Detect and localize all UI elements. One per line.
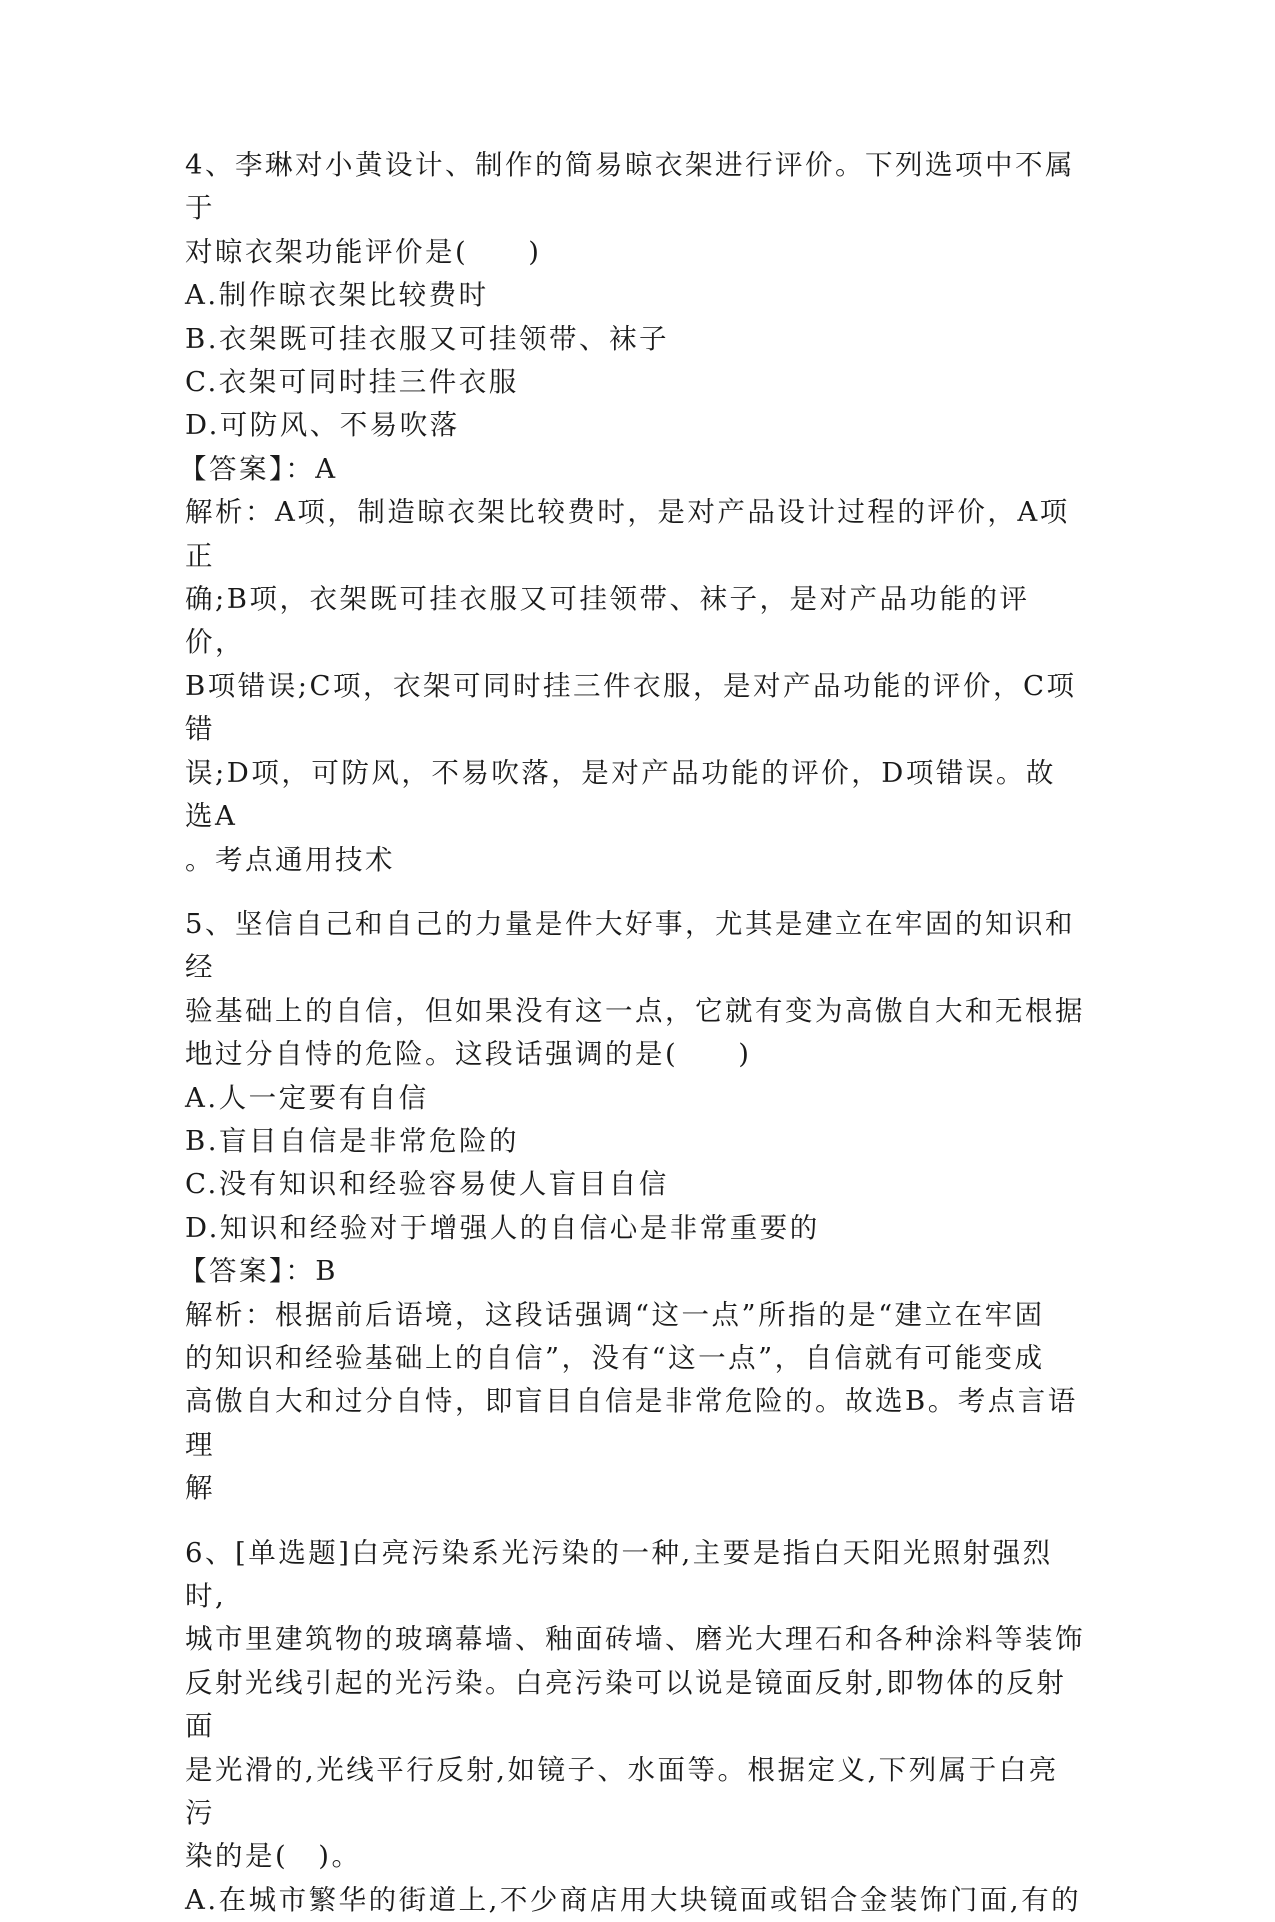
question-5 <box>179 903 1085 1511</box>
stem-line: 反射光线引起的光污染。白亮污染可以说是镜面反射,即物体的反射面 <box>185 1666 1067 1743</box>
options-list <box>185 274 1085 448</box>
answer-label: 【答案】：B <box>179 1255 338 1288</box>
stem-line: 城市里建筑物的玻璃幕墙、釉面砖墙、磨光大理石和各种涂料等装饰 <box>185 1623 1085 1656</box>
document-body <box>179 144 1085 1922</box>
question-6 <box>185 1532 1085 1922</box>
stem-line: 对晾衣架功能评价是( ) <box>185 235 542 268</box>
explanation-line: 误;D项，可防风，不易吹落，是对产品功能的评价，D项错误。故选A <box>185 756 1056 833</box>
stem-line: 5、坚信自己和自己的力量是件大好事，尤其是建立在牢固的知识和经 <box>185 907 1075 984</box>
explanation-line: B项错误;C项，衣架可同时挂三件衣服，是对产品功能的评价，C项错 <box>185 669 1077 746</box>
explanation-line: 。考点通用技术 <box>185 843 395 876</box>
stem-line: 是光滑的,光线平行反射,如镜子、水面等。根据定义,下列属于白亮污 <box>185 1753 1059 1830</box>
options-list <box>185 1077 1085 1251</box>
question-stem <box>185 903 1085 1077</box>
answer-label: 【答案】：A <box>179 452 338 485</box>
explanation-line: 确;B项，衣架既可挂衣服又可挂领带、袜子，是对产品功能的评价， <box>185 583 1030 659</box>
explanation <box>185 1294 1085 1511</box>
explanation-line: 解 <box>185 1472 215 1505</box>
question-stem <box>185 1532 1085 1879</box>
stem-line: 地过分自恃的危险。这段话强调的是( ) <box>185 1038 752 1071</box>
options-list <box>185 1879 1085 1922</box>
question-4 <box>179 144 1085 882</box>
option-d: D.知识和经验对于增强人的自信心是非常重要的 <box>185 1211 820 1244</box>
option-a: A.制作晾衣架比较费时 <box>185 279 489 312</box>
explanation-line: 解析：A项，制造晾衣架比较费时，是对产品设计过程的评价，A项正 <box>185 496 1070 572</box>
option-b: B.盲目自信是非常危险的 <box>185 1124 519 1157</box>
option-a: A.在城市繁华的街道上,不少商店用大块镜面或铝合金装饰门面,有的 <box>185 1883 1082 1916</box>
explanation-line: 高傲自大和过分自恃，即盲目自信是非常危险的。故选B。考点言语理 <box>185 1385 1078 1461</box>
option-c: C.衣架可同时挂三件衣服 <box>185 366 519 399</box>
explanation-line: 解析：根据前后语境，这段话强调“这一点”所指的是“建立在牢固 <box>185 1298 1045 1331</box>
option-b: B.衣架既可挂衣服又可挂领带、袜子 <box>185 322 669 355</box>
option-d: D.可防风、不易吹落 <box>185 409 460 442</box>
stem-line: 6、[单选题]白亮污染系光污染的一种,主要是指白天阳光照射强烈时, <box>185 1536 1053 1612</box>
explanation <box>185 491 1085 882</box>
stem-line: 验基础上的自信，但如果没有这一点，它就有变为高傲自大和无根据 <box>185 994 1085 1027</box>
stem-line: 4、李琳对小黄设计、制作的简易晾衣架进行评价。下列选项中不属于 <box>185 149 1075 225</box>
stem-line: 染的是( )。 <box>185 1840 362 1873</box>
option-a: A.人一定要有自信 <box>185 1081 429 1114</box>
explanation-line: 的知识和经验基础上的自信”，没有“这一点”，自信就有可能变成 <box>185 1341 1045 1374</box>
option-c: C.没有知识和经验容易使人盲目自信 <box>185 1168 669 1201</box>
question-stem <box>185 144 1085 274</box>
